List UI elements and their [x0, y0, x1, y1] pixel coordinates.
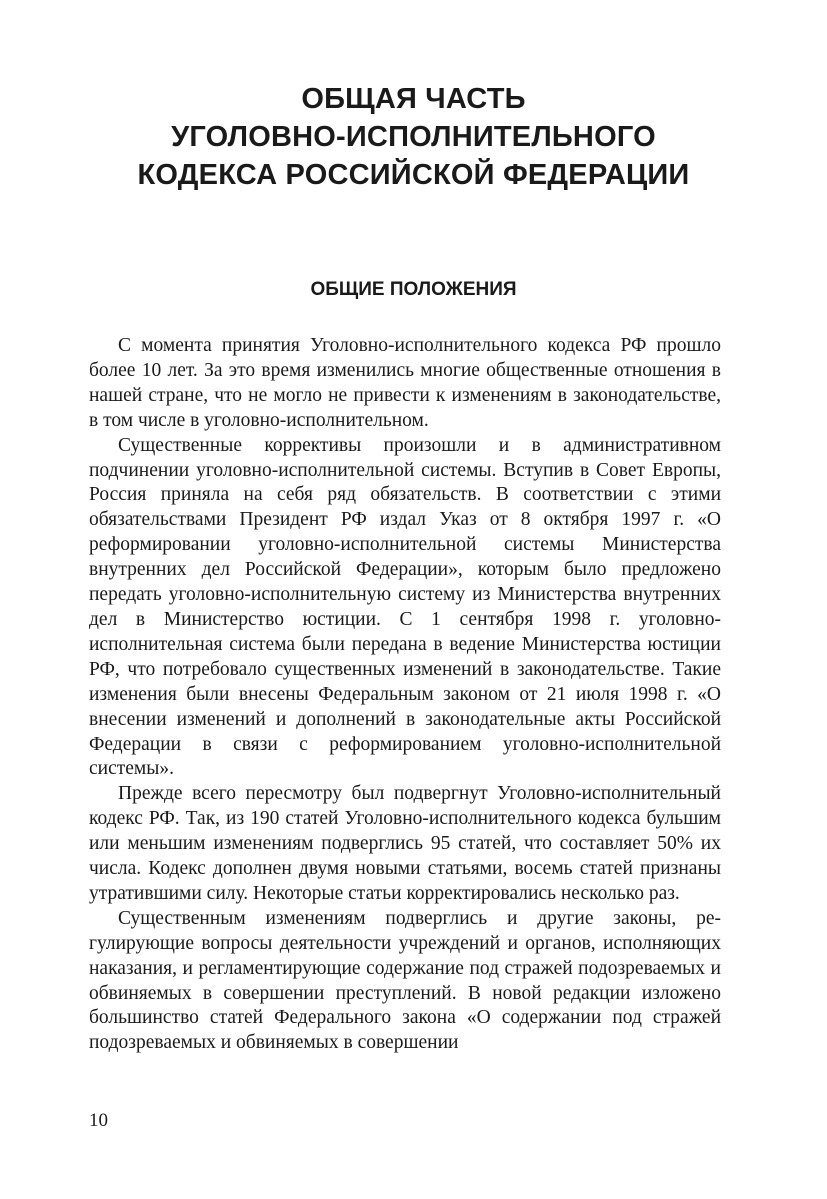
page-number: 10: [89, 1110, 108, 1131]
chapter-title-line-1: ОБЩАЯ ЧАСТЬ: [301, 83, 526, 115]
chapter-title-line-2: УГОЛОВНО-ИСПОЛНИТЕЛЬНОГО: [171, 121, 656, 153]
paragraph: Существенные коррективы произошли и в административном подчинении уголовно-исполнительной системы. Вступив в Совет Европы, Россия приняла на себя ряд обязательств. В соответствии с этими обязательствами Президент РФ издал Указ от 8 октября 1997 г. «О реформировании уголовно-исполнительной системы Министерства внутренних дел Российской Федерации», которым было предложено передать уголовно-исполнительную систему из Министерства внутренних дел в Министерство юстиции. С 1 сентября 1998 г. уголовно-исполнительная система были передана в ведение Министерства юстиции РФ, что потребовало существенных изменений в законодательстве. Такие изменения были внесены Федеральным законом от 21 июля 1998 г. «О внесении изменений и дополнений в законодательные акты Российской Федерации в связи с реформированием уголовно-исполнительной системы».: [89, 434, 721, 780]
paragraph: Прежде всего пересмотру был подвергнут Уголовно-исполнительный кодекс РФ. Так, из 190 статей Уголовно-исполнительного кодекса бульшим или меньшим изменениям подверглись 95 статей, что составляет 50% их числа. Кодекс дополнен двумя новыми статьями, восемь статей признаны утратившими силу. Некоторые статьи корректировались несколько раз.: [89, 783, 721, 904]
section-heading: ОБЩИЕ ПОЛОЖЕНИЯ: [310, 279, 517, 300]
paragraph: Существенным изменениям подверглись и другие законы, регулирующие вопросы деятельности учреждений и органов, исполняющих наказания, и регламентирующие содержание под стражей подозреваемых и обвиняемых в совершении преступлений. В новой редакции изложено большинство статей Федерального закона «О содержании под стражей подозреваемых и обвиняемых в совершении: [89, 907, 721, 1054]
paragraph: С момента принятия Уголовно-исполнительного кодекса РФ прошло более 10 лет. За это время изменились многие общественные отношения в нашей стране, что не могло не привести к изменениям в законодательстве, в том числе в уголовно-исполнительном.: [89, 335, 721, 431]
chapter-title: [0, 80, 827, 194]
body-text: [89, 334, 721, 1056]
chapter-title-line-3: КОДЕКСА РОССИЙСКОЙ ФЕДЕРАЦИИ: [137, 159, 690, 191]
